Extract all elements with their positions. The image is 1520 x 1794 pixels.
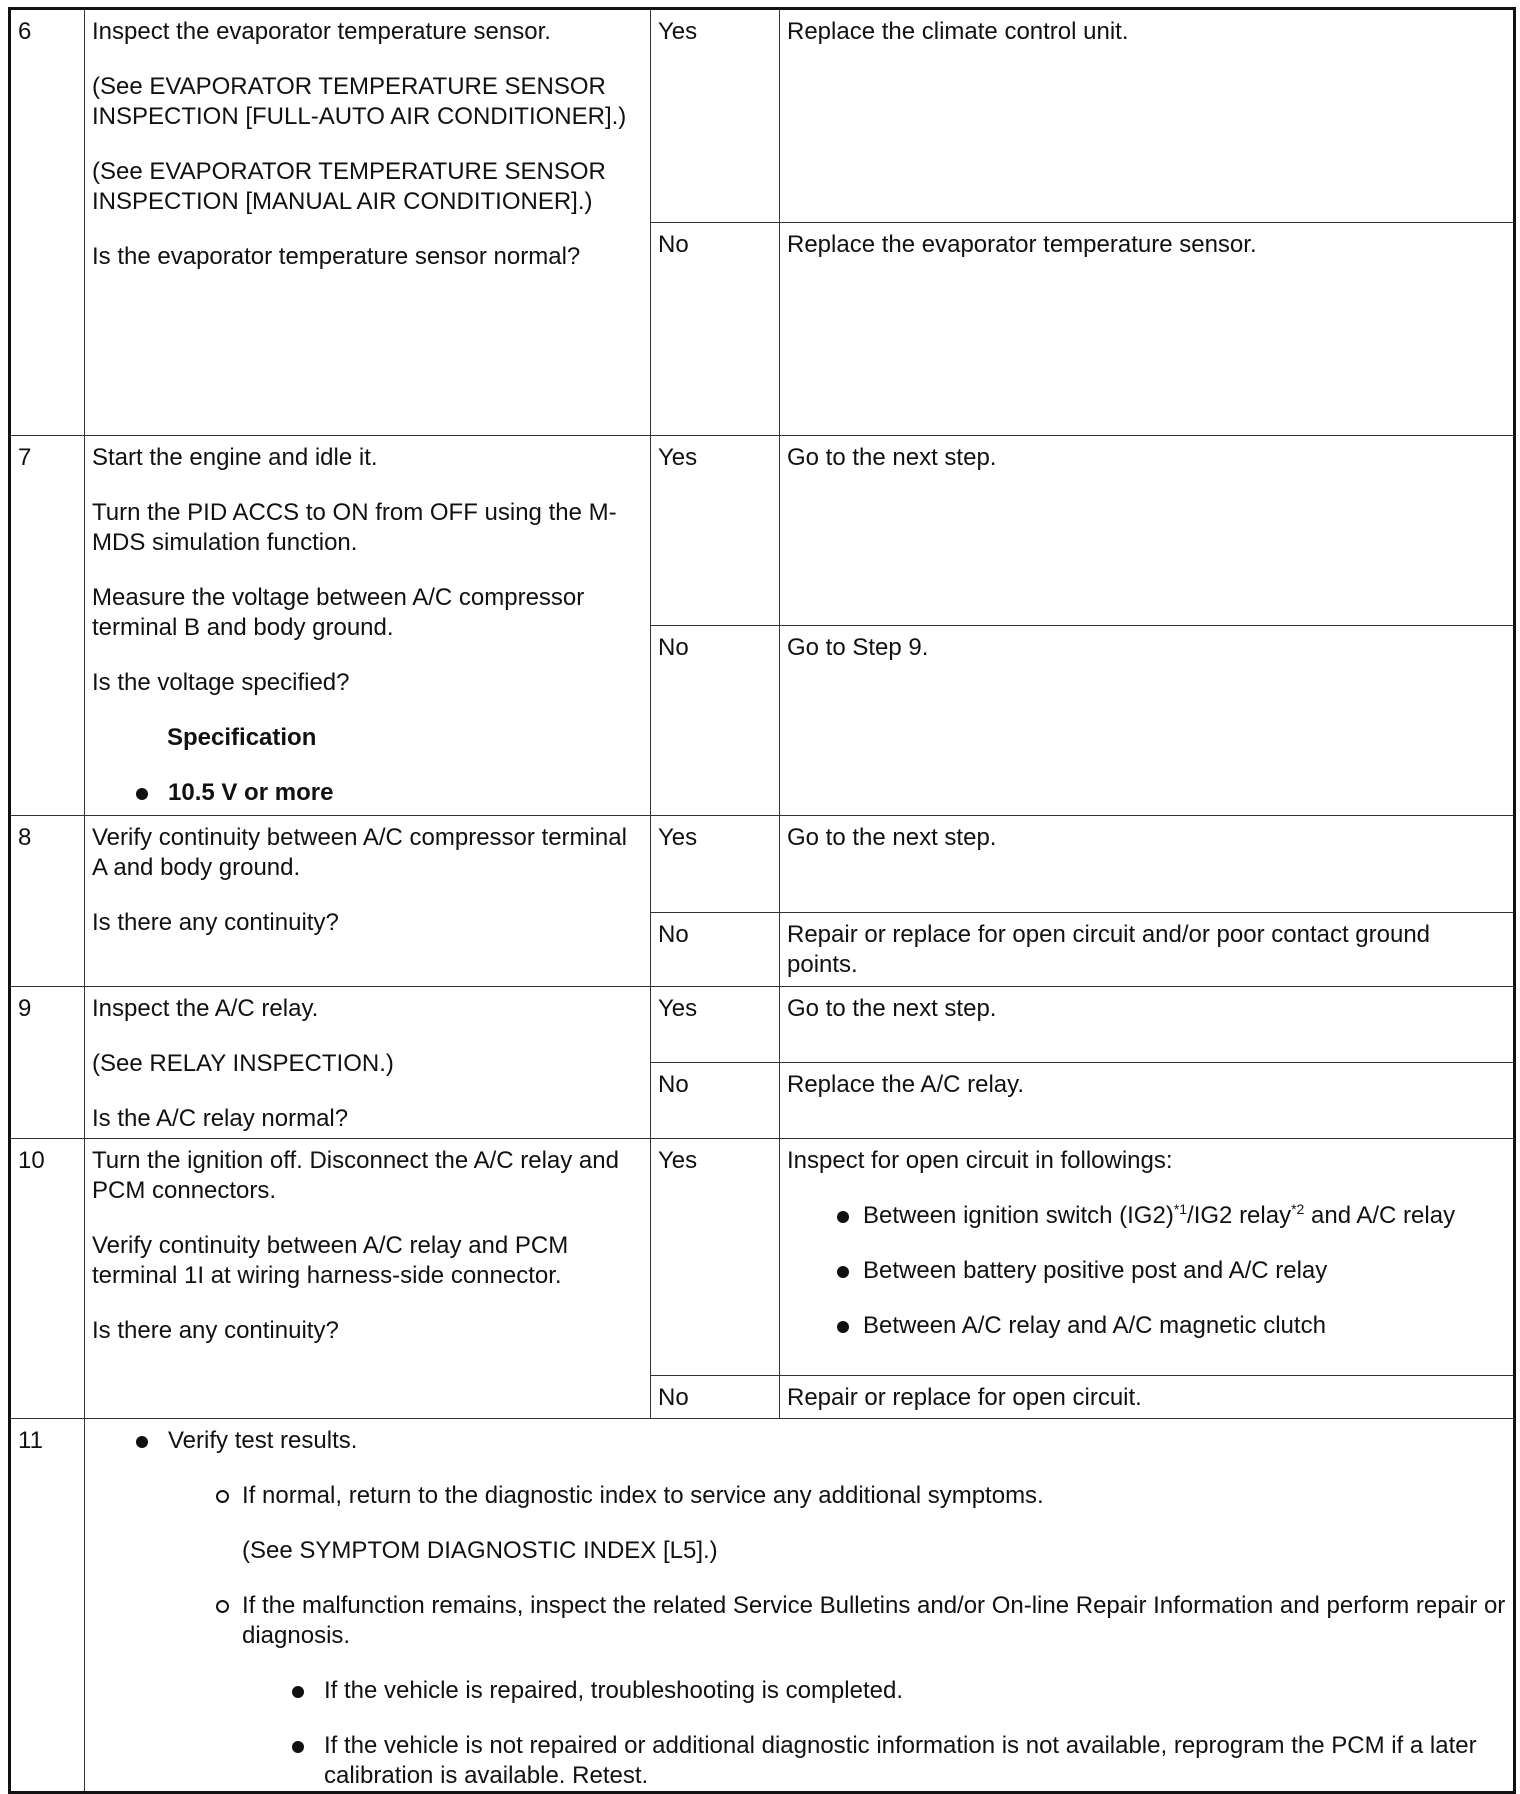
step-action	[85, 9, 651, 436]
action-text: Turn the ignition off. Disconnect the A/C relay and PCM connectors.	[92, 1147, 619, 1204]
yes-result: Go to the next step.	[780, 436, 1515, 626]
step-number: 10	[10, 1139, 85, 1419]
yes-label: Yes	[651, 987, 780, 1063]
troubleshooting-page	[8, 7, 1513, 1794]
table-row	[10, 1139, 1515, 1376]
action-text: Verify continuity between A/C relay and PCM terminal 1I at wiring harness-side connector.	[92, 1232, 569, 1289]
step-action	[85, 1419, 1515, 1793]
bullet-item: Verify test results.	[92, 1426, 1507, 1456]
no-label: No	[651, 913, 780, 987]
no-result: Go to Step 9.	[780, 626, 1515, 816]
action-question: Is the evaporator temperature sensor normal?	[92, 243, 581, 270]
sub-bullet-item: If normal, return to the diagnostic index to service any additional symptoms.	[92, 1481, 1507, 1511]
step-number: 8	[10, 816, 85, 987]
bullet-item: Between ignition switch $(IG2)^{*1}/IG2$ relay$^{*2}$ and A/C relay	[787, 1201, 1507, 1231]
yes-result: Go to the next step.	[780, 987, 1515, 1063]
yes-label: Yes	[651, 1139, 780, 1376]
action-question: Is there any continuity?	[92, 1317, 339, 1344]
no-result: Replace the evaporator temperature sensor.	[780, 223, 1515, 436]
step-number: 6	[10, 9, 85, 436]
action-text: Turn the PID ACCS to ON from OFF using the M-MDS simulation function.	[92, 499, 617, 556]
action-text: Measure the voltage between A/C compressor terminal B and body ground.	[92, 584, 585, 641]
table-row	[10, 987, 1515, 1063]
yes-label: Yes	[651, 436, 780, 626]
no-label: No	[651, 223, 780, 436]
table-row	[10, 816, 1515, 913]
yes-intro: Inspect for open circuit in followings:	[787, 1147, 1173, 1174]
step-action	[85, 436, 651, 816]
step-number: 9	[10, 987, 85, 1139]
no-result: Repair or replace for open circuit.	[780, 1376, 1515, 1419]
action-question: Is the voltage specified?	[92, 669, 350, 696]
action-reference: (See EVAPORATOR TEMPERATURE SENSOR INSPECTION [MANUAL AIR CONDITIONER].)	[92, 158, 606, 215]
action-question: Is the A/C relay normal?	[92, 1105, 349, 1132]
action-reference: (See SYMPTOM DIAGNOSTIC INDEX [L5].)	[242, 1537, 718, 1564]
step-number: 11	[10, 1419, 85, 1793]
action-text: Inspect the A/C relay.	[92, 995, 319, 1022]
sub-sub-bullet-item: If the vehicle is not repaired or additional diagnostic information is not available, reprogram the PCM if a later calibration is available. Retest.	[92, 1731, 1507, 1791]
yes-label: Yes	[651, 816, 780, 913]
sub-bullet-item: If the malfunction remains, inspect the related Service Bulletins and/or On-line Repair Information and perform repair or diagnosis.	[92, 1591, 1507, 1651]
step-number: 7	[10, 436, 85, 816]
action-text: Start the engine and idle it.	[92, 444, 378, 471]
no-label: No	[651, 1063, 780, 1139]
step-action	[85, 1139, 651, 1419]
yes-label: Yes	[651, 9, 780, 223]
action-question: Is there any continuity?	[92, 909, 339, 936]
no-result: Repair or replace for open circuit and/or poor contact ground points.	[780, 913, 1515, 987]
no-label: No	[651, 626, 780, 816]
specification-label: Specification	[167, 724, 317, 751]
action-text: Inspect the evaporator temperature sensor.	[92, 18, 551, 45]
bullet-item: Between battery positive post and A/C relay	[787, 1256, 1507, 1286]
diagnostic-procedure-table	[8, 7, 1516, 1794]
yes-result	[780, 1139, 1515, 1376]
bullet-item: Between A/C relay and A/C magnetic clutch	[787, 1311, 1507, 1341]
specification-value: 10.5 V or more	[92, 778, 644, 808]
table-row	[10, 9, 1515, 223]
sub-sub-bullet-item: If the vehicle is repaired, troubleshooting is completed.	[92, 1676, 1507, 1706]
action-reference: (See EVAPORATOR TEMPERATURE SENSOR INSPECTION [FULL-AUTO AIR CONDITIONER].)	[92, 73, 627, 130]
table-row	[10, 1419, 1515, 1793]
yes-result: Replace the climate control unit.	[780, 9, 1515, 223]
action-text: Verify continuity between A/C compressor terminal A and body ground.	[92, 824, 627, 881]
yes-result: Go to the next step.	[780, 816, 1515, 913]
table-row	[10, 436, 1515, 626]
no-result: Replace the A/C relay.	[780, 1063, 1515, 1139]
step-action	[85, 816, 651, 987]
no-label: No	[651, 1376, 780, 1419]
action-reference: (See RELAY INSPECTION.)	[92, 1050, 394, 1077]
step-action	[85, 987, 651, 1139]
